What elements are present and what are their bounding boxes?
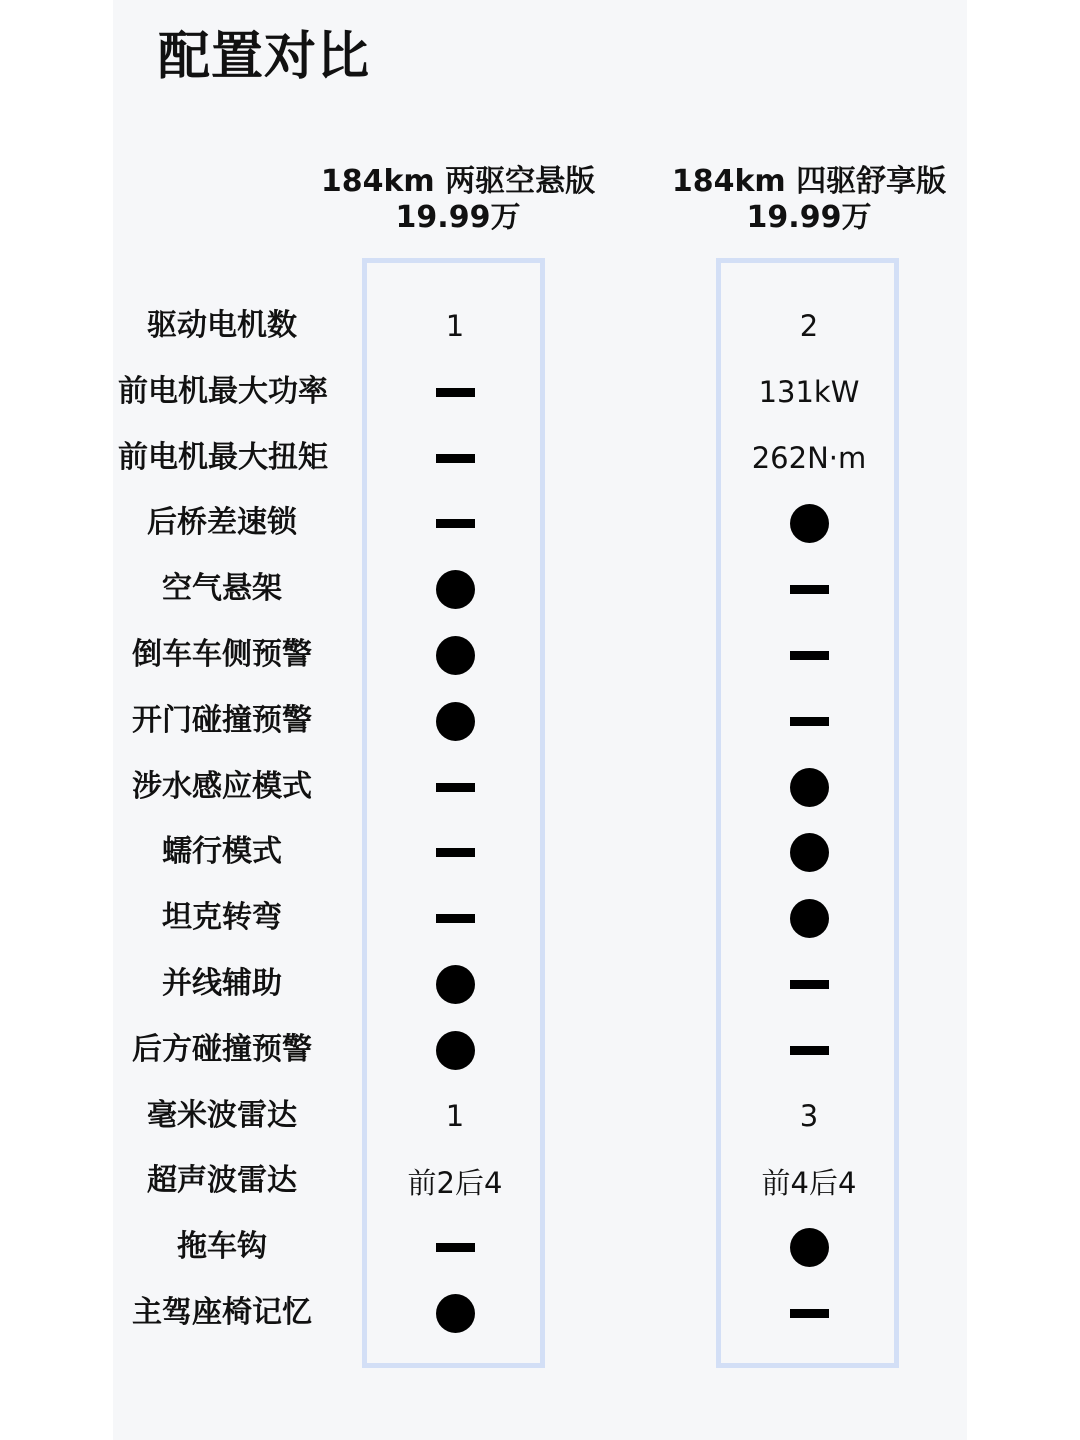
value-cell: 前4后4 <box>761 1165 857 1200</box>
table-row <box>0 1280 1080 1346</box>
row-label: 前电机最大功率 <box>118 374 328 409</box>
row-label: 主驾座椅记忆 <box>132 1295 312 1330</box>
value-cell: 262N·m <box>751 441 867 475</box>
dash-icon <box>790 585 829 594</box>
table-row <box>0 754 1080 820</box>
table-row <box>0 1083 1080 1149</box>
filled-circle-icon <box>436 1031 475 1070</box>
table-row <box>0 1148 1080 1214</box>
row-label: 毫米波雷达 <box>147 1098 297 1133</box>
filled-circle-icon <box>436 965 475 1004</box>
not-available-dash-icon <box>734 951 884 1017</box>
standard-dot-icon <box>734 885 884 951</box>
not-available-dash-icon <box>734 622 884 688</box>
not-available-dash-icon <box>734 1280 884 1346</box>
row-label: 开门碰撞预警 <box>132 703 312 738</box>
dash-icon <box>790 1309 829 1318</box>
table-row <box>0 293 1080 359</box>
filled-circle-icon <box>790 768 829 807</box>
not-available-dash-icon <box>734 1017 884 1083</box>
not-available-dash-icon <box>380 754 530 820</box>
table-row <box>0 819 1080 885</box>
dash-icon <box>436 388 475 397</box>
filled-circle-icon <box>790 504 829 543</box>
table-row <box>0 425 1080 491</box>
value-cell: 3 <box>799 1099 819 1133</box>
not-available-dash-icon <box>380 885 530 951</box>
table-row <box>0 1017 1080 1083</box>
standard-dot-icon <box>380 556 530 622</box>
page-title: 配置对比 <box>158 27 371 87</box>
standard-dot-icon <box>380 688 530 754</box>
standard-dot-icon <box>380 1280 530 1346</box>
dash-icon <box>436 914 475 923</box>
not-available-dash-icon <box>734 556 884 622</box>
row-label: 蠕行模式 <box>162 834 282 869</box>
filled-circle-icon <box>436 636 475 675</box>
standard-dot-icon <box>380 1017 530 1083</box>
dash-icon <box>436 783 475 792</box>
column-2-price: 19.99万 <box>746 200 872 235</box>
value-cell: 1 <box>445 309 465 343</box>
row-label: 后方碰撞预警 <box>132 1032 312 1067</box>
standard-dot-icon <box>380 622 530 688</box>
filled-circle-icon <box>436 570 475 609</box>
filled-circle-icon <box>436 1294 475 1333</box>
value-cell: 131kW <box>758 375 860 409</box>
row-label: 并线辅助 <box>162 966 282 1001</box>
not-available-dash-icon <box>380 819 530 885</box>
dash-icon <box>790 717 829 726</box>
not-available-dash-icon <box>380 359 530 425</box>
column-1-price: 19.99万 <box>395 200 521 235</box>
column-header-2 <box>629 164 989 236</box>
row-label: 后桥差速锁 <box>147 505 297 540</box>
table-row <box>0 688 1080 754</box>
dash-icon <box>790 1046 829 1055</box>
dash-icon <box>436 519 475 528</box>
table-row <box>0 556 1080 622</box>
value-cell: 2 <box>799 309 819 343</box>
standard-dot-icon <box>380 951 530 1017</box>
not-available-dash-icon <box>380 425 530 491</box>
row-label: 前电机最大扭矩 <box>118 440 328 475</box>
column-header-1 <box>278 164 638 236</box>
row-label: 驱动电机数 <box>147 308 297 343</box>
row-label: 空气悬架 <box>162 571 282 606</box>
table-row <box>0 622 1080 688</box>
not-available-dash-icon <box>734 688 884 754</box>
table-row <box>0 885 1080 951</box>
filled-circle-icon <box>436 702 475 741</box>
dash-icon <box>790 651 829 660</box>
row-label: 涉水感应模式 <box>132 769 312 804</box>
column-1-name: 184km 两驱空悬版 <box>320 164 596 199</box>
dash-icon <box>790 980 829 989</box>
table-row <box>0 1214 1080 1280</box>
standard-dot-icon <box>734 819 884 885</box>
not-available-dash-icon <box>380 1214 530 1280</box>
row-label: 倒车车侧预警 <box>132 637 312 672</box>
column-2-name: 184km 四驱舒享版 <box>671 164 947 199</box>
dash-icon <box>436 454 475 463</box>
row-label: 拖车钩 <box>177 1229 267 1264</box>
filled-circle-icon <box>790 899 829 938</box>
table-row <box>0 490 1080 556</box>
value-cell: 前2后4 <box>407 1165 503 1200</box>
dash-icon <box>436 848 475 857</box>
standard-dot-icon <box>734 1214 884 1280</box>
row-label: 超声波雷达 <box>147 1163 297 1198</box>
dash-icon <box>436 1243 475 1252</box>
value-cell: 1 <box>445 1099 465 1133</box>
filled-circle-icon <box>790 833 829 872</box>
standard-dot-icon <box>734 754 884 820</box>
table-row <box>0 951 1080 1017</box>
table-row <box>0 359 1080 425</box>
standard-dot-icon <box>734 490 884 556</box>
not-available-dash-icon <box>380 490 530 556</box>
row-label: 坦克转弯 <box>162 900 282 935</box>
filled-circle-icon <box>790 1228 829 1267</box>
